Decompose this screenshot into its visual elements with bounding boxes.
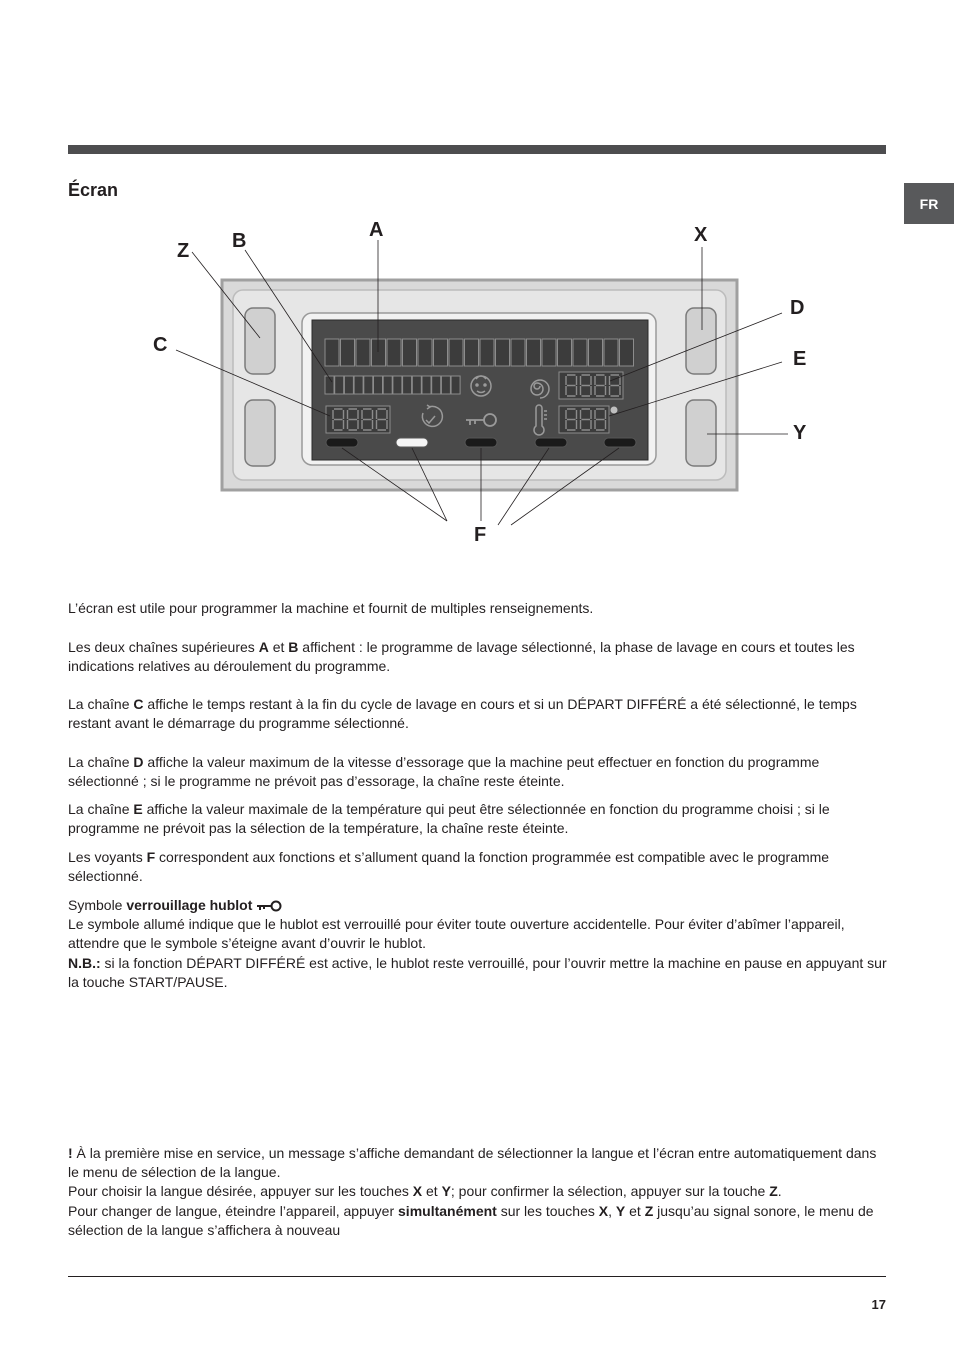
- segment-b: [432, 376, 441, 394]
- button-y: [686, 400, 716, 466]
- segment-b: [335, 376, 344, 394]
- segment-b: [393, 376, 402, 394]
- segment-b: [441, 376, 450, 394]
- callout-z: Z: [177, 240, 190, 262]
- segment-a: [480, 339, 494, 366]
- segment-a: [465, 339, 479, 366]
- segment-b: [422, 376, 431, 394]
- segment-b: [451, 376, 460, 394]
- callout-f: F: [474, 524, 487, 546]
- indicator-f4: [535, 438, 567, 447]
- callout-b: B: [232, 230, 247, 252]
- segment-a: [604, 339, 618, 366]
- segment-a: [325, 339, 339, 366]
- language-tab: FR: [904, 183, 954, 224]
- display-diagram: [140, 210, 830, 560]
- paragraph-string-d: La chaîne D affiche la valeur maximum de la vitesse d’essorage que la machine peut effectuer en fonction du programme sélectionné ; si le programme ne prévoit pas d’essorage, la chaîne reste éteinte.: [68, 754, 820, 790]
- callout-c: C: [153, 334, 168, 356]
- paragraph-indicators-f: Les voyants F correspondent aux fonctions et s’allument quand la fonction programmée est compatible avec le programme sélectionné.: [68, 849, 830, 885]
- paragraph-language: ! À la première mise en service, un message s’affiche demandant de sélectionner la langue et l’écran entre automatiquement dans le menu de sélection de la langue. Pour choisir la langue désirée, appuyer sur les touches X et Y; pour confirmer la sélection, appuyer sur la touche Z. Pour changer de langue, éteindre l’appareil, appuyer simultanément sur les touches X, Y et Z jusqu’au signal sonore, le menu de sélection de la langue s’affichera à nouveau: [68, 1145, 877, 1238]
- segment-a: [558, 339, 572, 366]
- key-lock-icon: [256, 900, 282, 912]
- segment-a: [542, 339, 556, 366]
- degree-dot: [611, 407, 618, 414]
- callout-x: X: [694, 224, 708, 246]
- paragraph-intro: L’écran est utile pour programmer la machine et fournit de multiples renseignements.: [68, 600, 594, 616]
- segment-a: [511, 339, 525, 366]
- indicator-f5: [604, 438, 636, 447]
- segment-a: [418, 339, 432, 366]
- paragraph-string-e: La chaîne E affiche la valeur maximale de la température qui peut être sélectionnée en fonction du programme choisi ; si le programme ne prévoit pas la sélection de la température, la chaîne reste éteinte.: [68, 801, 830, 837]
- segment-b: [412, 376, 421, 394]
- top-rule: [68, 145, 886, 154]
- paragraph-string-c: La chaîne C affiche le temps restant à la fin du cycle de lavage en cours et si un DÉPART DIFFÉRÉ a été sélectionné, le temps restant avant le démarrage du programme sélectionné.: [68, 696, 857, 732]
- segment-a: [527, 339, 541, 366]
- segment-a: [403, 339, 417, 366]
- segment-b: [374, 376, 383, 394]
- button-z: [245, 308, 275, 374]
- segment-a: [372, 339, 386, 366]
- callout-y: Y: [793, 422, 807, 444]
- paragraph-strings-ab: Les deux chaînes supérieures A et B affichent : le programme de lavage sélectionné, la phase de lavage en cours et toutes les indications relatives au déroulement du programme.: [68, 639, 855, 675]
- paragraph-door-lock: Symbole verrouillage hublot Le symbole allumé indique que le hublot est verrouillé pour éviter toute ouverture accidentelle. Pour éviter d’abîmer l’appareil, attendre que le symbole s’éteigne avant d’ouvrir le hublot. N.B.: si la fonction DÉPART DIFFÉRÉ est active, le hublot reste verrouillé, pour l’ouvrir mettre la machine en pause en appuyant sur la touche START/PAUSE.: [68, 897, 887, 990]
- segment-b: [364, 376, 373, 394]
- segment-a: [620, 339, 634, 366]
- segment-a: [496, 339, 510, 366]
- bottom-rule: [68, 1276, 886, 1277]
- indicator-f3: [465, 438, 497, 447]
- segment-a: [573, 339, 587, 366]
- callout-e: E: [793, 348, 807, 370]
- segment-b: [403, 376, 412, 394]
- segment-b: [354, 376, 363, 394]
- segment-b: [344, 376, 353, 394]
- segment-a: [589, 339, 603, 366]
- section-title: Écran: [68, 180, 119, 200]
- page-number: 17: [871, 1297, 886, 1312]
- segment-a: [341, 339, 355, 366]
- segment-a: [387, 339, 401, 366]
- callout-a: A: [369, 219, 384, 241]
- segment-a: [434, 339, 448, 366]
- indicator-f2: [396, 438, 428, 447]
- segment-b: [383, 376, 392, 394]
- segment-a: [356, 339, 370, 366]
- string-b-segments: [325, 376, 460, 394]
- segment-a: [449, 339, 463, 366]
- indicator-f1: [326, 438, 358, 447]
- button-left-bottom: [245, 400, 275, 466]
- callout-d: D: [790, 297, 805, 319]
